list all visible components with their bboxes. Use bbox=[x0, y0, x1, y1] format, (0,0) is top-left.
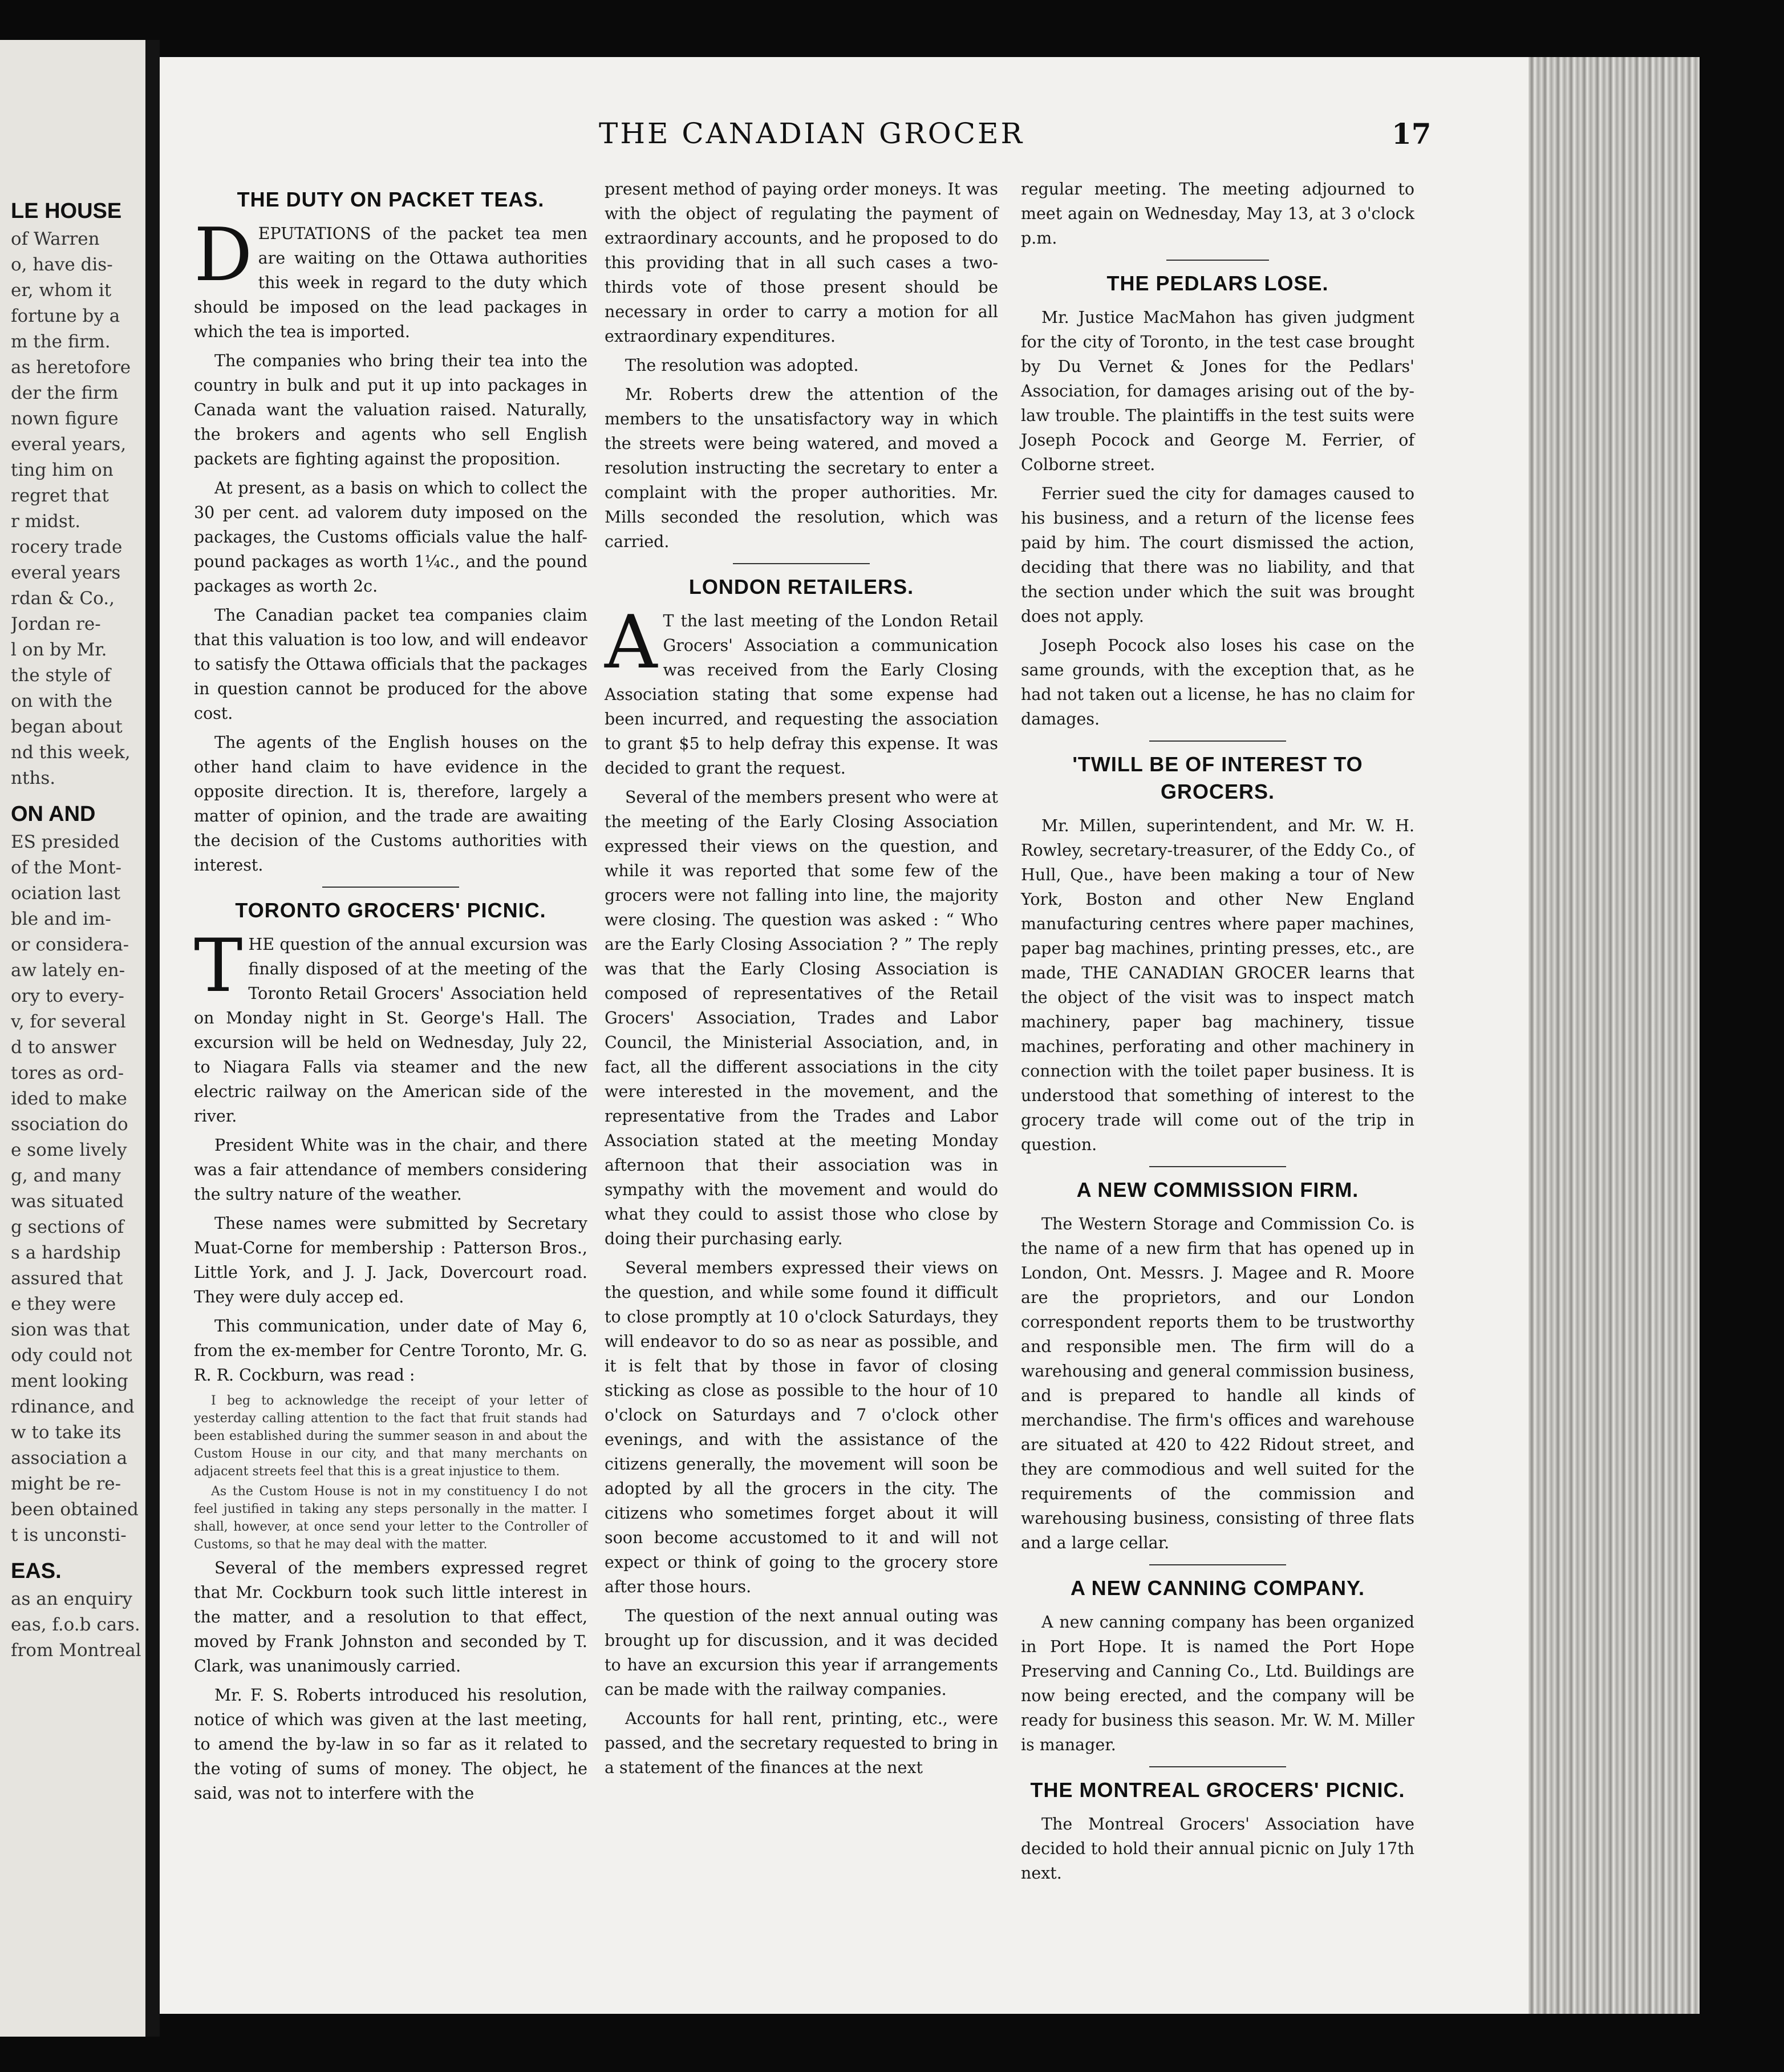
left-page-line: e some lively bbox=[11, 1140, 127, 1160]
left-page-line: nd this week, bbox=[11, 742, 131, 763]
left-page-line: rdinance, and bbox=[11, 1397, 135, 1417]
left-page-heading-fragment: LE HOUSE bbox=[11, 199, 122, 223]
left-page-line: from Montreal bbox=[11, 1640, 141, 1661]
article-paragraph: The Canadian packet tea companies claim that this valuation is too low, and will endeavor to satisfy the Ottawa officials that the packages in question cannot be produced for the above cost. bbox=[194, 606, 587, 723]
section-divider bbox=[1166, 260, 1269, 261]
left-page-heading-fragment: EAS. bbox=[11, 1559, 62, 1583]
left-page-line: ting him on bbox=[11, 460, 113, 480]
left-page-line: regret that bbox=[11, 485, 109, 506]
article-paragraph: The question of the next annual outing was brought up for discussion, and it was decided to have an excursion this year if arrangements can be made with the railway companies. bbox=[605, 1606, 998, 1699]
left-page-line: of the Mont- bbox=[11, 857, 121, 878]
article-paragraph: President White was in the chair, and there was a fair attendance of members considering the sultry nature of the weather. bbox=[194, 1136, 587, 1204]
article-paragraph: Ferrier sued the city for damages caused to his business, and a return of the license fees paid by him. The court dismissed the action, deciding that there was no liability, and that the section under which the suit was brought does not apply. bbox=[1021, 484, 1414, 626]
article-paragraph: Mr. Millen, superintendent, and Mr. W. H. Rowley, secretary-treasurer, of the Eddy Co., of Hull, Que., have been making a tour of New York, Boston and other New England manufacturing centres where paper machines, paper bag machines, printing presses, etc., are made, THE CANADIAN GROCER learns that the object of the visit was to inspect match machinery, paper bag machinery, tissue machines, perforating and other machinery in connection with the toilet paper business. It is understood that something of interest to the grocery trade will come out of the trip in question. bbox=[1021, 816, 1414, 1154]
left-page-heading-fragment: ON AND bbox=[11, 802, 96, 826]
left-page-line: of Warren bbox=[11, 229, 100, 249]
left-page-line: ment looking bbox=[11, 1371, 128, 1391]
quoted-letter: As the Custom House is not in my constituency I do not feel justified in taking any steps personally in the matter. I shall, however, at once send your letter to the Controller of Customs, so that he may deal with the matter. bbox=[194, 1484, 587, 1552]
left-page-line: everal years bbox=[11, 562, 121, 583]
article-paragraph: Mr. Justice MacMahon has given judgment for the city of Toronto, in the test case brought by Du Vernet & Jones for the Pedlars' Association, for damages arising out of the by-law trouble. The plaintiffs in the test suits were Joseph Pocock and George M. Ferrier, of Colborne street. bbox=[1021, 308, 1414, 474]
left-page-line: nown figure bbox=[11, 408, 119, 429]
section-divider bbox=[322, 887, 459, 888]
article-paragraph: The Western Storage and Commission Co. is the name of a new firm that has opened up in London, Ont. Messrs. J. Magee and R. Moore are the proprietors, and our London correspondent reports them to be trustworthy and responsible men. The firm will do a warehousing and general commission business, and is prepared to handle all kinds of merchandise. The firm's offices and warehouse are situated at 420 to 422 Ridout street, and they are commodious and well suited for the requirements of the commission and warehousing business, consisting of three flats and a large cellar. bbox=[1021, 1215, 1415, 1552]
left-page-line: might be re- bbox=[11, 1474, 121, 1494]
left-page-line: was situated bbox=[11, 1191, 124, 1212]
drop-cap: D bbox=[194, 213, 253, 298]
article-paragraph: Accounts for hall rent, printing, etc., were passed, and the secretary requested to bring in a statement of the finances at the next bbox=[605, 1709, 998, 1777]
article-paragraph: A T the last meeting of the London Retail Grocers' Association a communication was received from the Early Closing Association stating that some expense had been incurred, and requesting the association to grant $5 to help defray this expense. It was decided to grant the request. bbox=[605, 600, 998, 778]
left-page-line: r midst. bbox=[11, 511, 81, 532]
left-page-line: association a bbox=[11, 1448, 128, 1468]
left-page-line: m the firm. bbox=[11, 331, 111, 352]
article-paragraph: The Montreal Grocers' Association have decided to hold their annual picnic on July 17th next. bbox=[1021, 1815, 1414, 1883]
left-page-line: rdan & Co., bbox=[11, 588, 115, 609]
left-page-line: everal years, bbox=[11, 434, 127, 455]
left-page-line: sion was that bbox=[11, 1320, 130, 1340]
left-page-line: assured that bbox=[11, 1268, 123, 1289]
running-title: THE CANADIAN GROCER bbox=[599, 117, 1025, 150]
article-paragraph: The resolution was adopted. bbox=[625, 356, 859, 375]
article-london-retailers bbox=[605, 573, 998, 1780]
left-page-line: been obtained bbox=[11, 1499, 139, 1520]
left-page-line: as an enquiry bbox=[11, 1589, 132, 1609]
left-page-line: ided to make bbox=[11, 1088, 127, 1109]
article-paragraph: present method of paying order moneys. It was with the object of regulating the payment of extraordinary accounts, and he proposed to do this providing that in all such cases a two-thirds vote of those present should be necessary in order to carry a motion for all extraordinary expenditures. bbox=[605, 180, 998, 346]
article-title: A NEW COMMISSION FIRM. bbox=[1076, 1178, 1359, 1201]
left-page-line: eas, f.o.b cars. bbox=[11, 1614, 140, 1635]
left-page-line: e they were bbox=[11, 1294, 116, 1314]
page-header bbox=[599, 117, 1568, 163]
drop-cap: A bbox=[605, 600, 658, 685]
column-1 bbox=[194, 177, 587, 1810]
page-edges bbox=[1528, 57, 1700, 2014]
article-paragraph: These names were submitted by Secretary Muat-Corne for membership : Patterson Bros., Little York, and J. J. Jack, Dovercourt road. They were duly accep ed. bbox=[194, 1214, 587, 1306]
page-number: 17 bbox=[1392, 117, 1432, 151]
article-paragraph: Mr. F. S. Roberts introduced his resolution, notice of which was given at the last meeting, to amend the by-law in so far as it related to the voting of sums of money. The object, he said, was not to interfere with the bbox=[194, 1686, 587, 1803]
article-title: A NEW CANNING COMPANY. bbox=[1071, 1576, 1365, 1600]
left-page-line: fortune by a bbox=[11, 306, 120, 326]
article-paragraph: A new canning company has been organized in Port Hope. It is named the Port Hope Preserving and Canning Co., Ltd. Buildings are now being erected, and the company will be ready for business this season. Mr. W. M. Miller is manager. bbox=[1021, 1613, 1414, 1754]
left-page-line: g, and many bbox=[11, 1166, 121, 1186]
article-pedlars-lose bbox=[1021, 270, 1414, 731]
left-page-line: began about bbox=[11, 717, 123, 737]
article-paragraph: regular meeting. The meeting adjourned to meet again on Wednesday, May 13, at 3 o'clock p.m. bbox=[1021, 180, 1414, 248]
article-new-commission-firm bbox=[1021, 1176, 1414, 1555]
article-paragraph: THE question of the annual excursion was finally disposed of at the meeting of the Toronto Retail Grocers' Association held on Monday night in St. George's Hall. The excursion will be held on Wednesday, July 22, to Niagara Falls via steamer and the new electric railway on the American side of the river. bbox=[194, 924, 587, 1126]
left-page-line: or considera- bbox=[11, 934, 129, 955]
article-title: TORONTO GROCERS' PICNIC. bbox=[235, 899, 546, 922]
article-title: 'TWILL BE OF INTEREST TO GROCERS. bbox=[1072, 752, 1363, 803]
left-page-line: ble and im- bbox=[11, 909, 111, 929]
article-paragraph: Several members expressed their views on the question, and while some found it difficult to close promptly at 10 o'clock Saturdays, they will endeavor to do so as near as possible, and it is felt that by those in favor of closing sticking as close as possible to the hour of 10 o'clock on Saturdays and 7 o'clock other evenings, and with the assistance of the citizens generally, the movement will soon be adopted by all the grocers in the city. The citizens who sometimes forget about it will soon become accustomed to it and will not expect or think of going to the grocery store after those hours. bbox=[605, 1258, 998, 1596]
left-page-line: ody could not bbox=[11, 1345, 132, 1366]
left-page-line: ociation last bbox=[11, 883, 121, 904]
left-page-fragment bbox=[0, 40, 145, 2037]
article-paragraph: Several of the members present who were at the meeting of the Early Closing Association expressed their views on the question, and while it was reported that some few of the grocers were not falling into line, the majority were closing. The question was asked : “ Who are the Early Closing Association ? ” The reply was that the Early Closing Association is composed of representatives of the Retail Grocers' Association, Trades and Labor Council, the Ministerial Association, and, in fact, all the different associations in the city were interested in the movement, and the representative from the Trades and Labor Association stated at the meeting Monday afternoon that their association was in sympathy with the movement and would do what they could to assist those who close by doing their purchasing early. bbox=[605, 788, 998, 1248]
article-title: LONDON RETAILERS. bbox=[688, 575, 914, 598]
left-page-line: Jordan re- bbox=[11, 614, 101, 634]
left-page-line: w to take its bbox=[11, 1422, 121, 1443]
left-page-line: rocery trade bbox=[11, 537, 123, 557]
left-page-line: t is unconsti- bbox=[11, 1525, 127, 1545]
column-3 bbox=[1021, 177, 1414, 1890]
article-paragraph: The companies who bring their tea into the country in bulk and put it up into packages in Canada want the valuation raised. Naturally, the brokers and agents who sell English packets are fighting against the proposition. bbox=[194, 351, 587, 468]
article-paragraph: At present, as a basis on which to collect the 30 per cent. ad valorem duty imposed on the packages, the Customs officials value the half-pound packages as worth 1¼c., and the pound packages as worth 2c. bbox=[194, 479, 587, 596]
left-page-line: s a hardship bbox=[11, 1243, 121, 1263]
article-duty-on-packet-teas bbox=[194, 186, 587, 877]
left-page-line: l on by Mr. bbox=[11, 640, 107, 660]
section-divider bbox=[1149, 740, 1286, 742]
section-divider bbox=[1149, 1766, 1286, 1767]
left-page-line: o, have dis- bbox=[11, 254, 113, 275]
article-paragraph: Several of the members expressed regret that Mr. Cockburn took such little interest in the matter, and a resolution to that effect, moved by Frank Johnston and seconded by T. Clark, was unanimously carried. bbox=[194, 1559, 587, 1676]
left-page-text bbox=[11, 188, 142, 1664]
article-interest-to-grocers bbox=[1021, 751, 1414, 1157]
drop-cap: T bbox=[194, 924, 243, 1009]
left-page-line: ory to every- bbox=[11, 986, 124, 1006]
left-page-line: nths. bbox=[11, 768, 56, 788]
left-page-line: der the firm bbox=[11, 383, 119, 403]
article-paragraph: Joseph Pocock also loses his case on the same grounds, with the exception that, as he had not taken out a license, he has no claim for damages. bbox=[1021, 636, 1414, 729]
article-title: THE PEDLARS LOSE. bbox=[1106, 272, 1329, 295]
left-page-line: ssociation do bbox=[11, 1114, 128, 1135]
quoted-letter: I beg to acknowledge the receipt of your letter of yesterday calling attention to the fact that fruit stands had been established during the summer season in and about the Custom House in our city, and that many merchants on adjacent streets feel that this is a great injustice to them. bbox=[194, 1394, 587, 1479]
left-page-line: g sections of bbox=[11, 1217, 124, 1237]
article-paragraph: The agents of the English houses on the other hand claim to have evidence in the opposite direction. It is, therefore, largely a matter of opinion, and the trade are awaiting the decision of the Customs authorities with interest. bbox=[194, 733, 587, 875]
left-page-line: as heretofore bbox=[11, 357, 131, 378]
left-page-line: tores as ord- bbox=[11, 1063, 124, 1083]
left-page-line: ES presided bbox=[11, 832, 120, 852]
section-divider bbox=[1149, 1564, 1286, 1565]
section-divider bbox=[1149, 1166, 1286, 1167]
left-page-line: d to answer bbox=[11, 1037, 116, 1058]
left-page-line: v, for several bbox=[11, 1011, 126, 1032]
article-paragraph: DEPUTATIONS of the packet tea men are waiting on the Ottawa authorities this week in regard to the duty which should be imposed on the lead packages in which the tea is imported. bbox=[194, 213, 587, 341]
left-page-line: aw lately en- bbox=[11, 960, 125, 981]
left-page-line: the style of bbox=[11, 665, 111, 686]
article-title: THE MONTREAL GROCERS' PICNIC. bbox=[1030, 1778, 1405, 1802]
section-divider bbox=[733, 563, 870, 564]
article-toronto-grocers-picnic bbox=[194, 897, 587, 1806]
article-title: THE DUTY ON PACKET TEAS. bbox=[237, 188, 545, 211]
book-binding bbox=[145, 40, 160, 2037]
column-2 bbox=[605, 177, 998, 1784]
article-montreal-grocers-picnic bbox=[1021, 1776, 1414, 1885]
article-paragraph: Mr. Roberts drew the attention of the members to the unsatisfactory way in which the streets were being watered, and moved a resolution instructing the secretary to enter a complaint with the proper authorities. Mr. Mills seconded the resolution, which was carried. bbox=[605, 385, 998, 551]
left-page-line: er, whom it bbox=[11, 280, 112, 301]
article-paragraph: This communication, under date of May 6, from the ex-member for Centre Toronto, Mr. G. R. R. Cockburn, was read : bbox=[194, 1317, 587, 1385]
article-new-canning-company bbox=[1021, 1575, 1414, 1757]
left-page-line: on with the bbox=[11, 691, 112, 711]
